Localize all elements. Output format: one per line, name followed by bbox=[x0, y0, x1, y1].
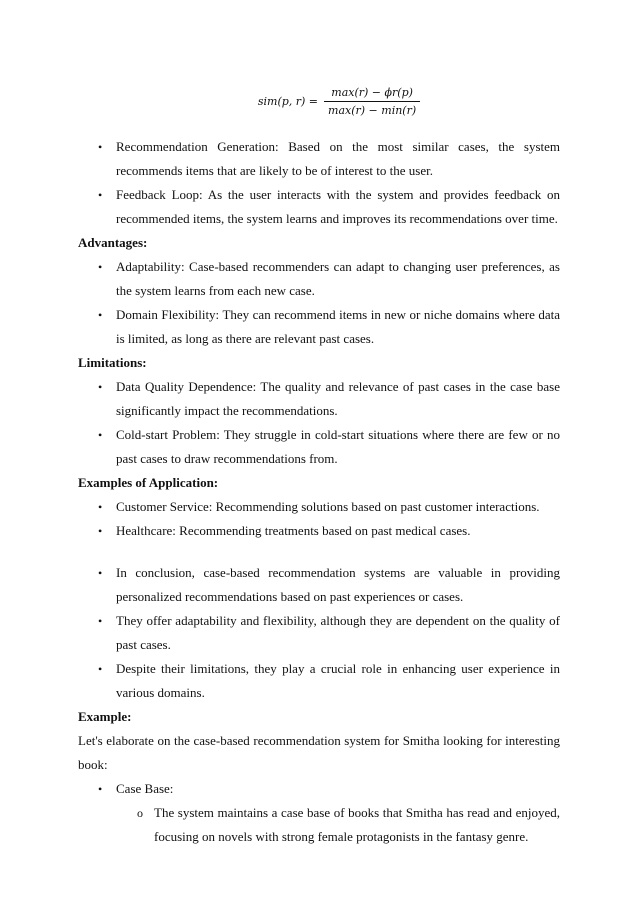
advantages-heading: Advantages: bbox=[78, 235, 148, 250]
sub-bullet-icon: o bbox=[137, 806, 143, 820]
bullet-icon: • bbox=[98, 188, 103, 202]
list-item: • Despite their limitations, they play a crucial role in enhancing user experience in various domains. bbox=[78, 657, 560, 705]
formula-denominator: max(r) − min(r) bbox=[324, 101, 420, 117]
list-item: • Domain Flexibility: They can recommend items in new or niche domains where data is limited, as long as there are relevant past cases. bbox=[78, 303, 560, 351]
example-intro: Let's elaborate on the case-based recommendation system for Smitha looking for interesting book: bbox=[78, 733, 560, 772]
list-item: • Adaptability: Case-based recommenders can adapt to changing user preferences, as the system learns from each new case. bbox=[78, 255, 560, 303]
list-item: • Healthcare: Recommending treatments based on past medical cases. bbox=[78, 519, 560, 543]
bullet-icon: • bbox=[98, 662, 103, 676]
bullet-icon: • bbox=[98, 140, 103, 154]
spacer bbox=[78, 543, 560, 561]
applications-heading: Examples of Application: bbox=[78, 475, 219, 490]
bullet-icon: • bbox=[98, 380, 103, 394]
bullet-icon: • bbox=[98, 500, 103, 514]
list-item: • In conclusion, case-based recommendation systems are valuable in providing personalized recommendations based on past experiences or cases. bbox=[78, 561, 560, 609]
list-item: • Data Quality Dependence: The quality and relevance of past cases in the case base significantly impact the recommendations. bbox=[78, 375, 560, 423]
list-item: • Customer Service: Recommending solutions based on past customer interactions. bbox=[78, 495, 560, 519]
list-item: • They offer adaptability and flexibility, although they are dependent on the quality of past cases. bbox=[78, 609, 560, 657]
sub-list-item: o The system maintains a case base of books that Smitha has read and enjoyed, focusing on novels with strong female protagonists in the fantasy genre. bbox=[78, 801, 560, 849]
formula-numerator: max(r) − ϕr(p) bbox=[331, 86, 413, 99]
bullet-icon: • bbox=[98, 308, 103, 322]
list-item: • Cold-start Problem: They struggle in cold-start situations where there are few or no past cases to draw recommendations from. bbox=[78, 423, 560, 471]
bullet-icon: • bbox=[98, 566, 103, 580]
bullet-icon: • bbox=[98, 524, 103, 538]
similarity-formula bbox=[0, 86, 638, 117]
list-item: • Feedback Loop: As the user interacts with the system and provides feedback on recommended items, the system learns and improves its recommendations over time. bbox=[78, 183, 560, 231]
bullet-icon: • bbox=[98, 428, 103, 442]
bullet-icon: • bbox=[98, 614, 103, 628]
bullet-icon: • bbox=[98, 782, 103, 796]
formula-fraction bbox=[324, 86, 420, 117]
limitations-heading: Limitations: bbox=[78, 355, 147, 370]
list-item: • Case Base: bbox=[78, 777, 560, 801]
bullet-icon: • bbox=[98, 260, 103, 274]
list-item: • Recommendation Generation: Based on the most similar cases, the system recommends items that are likely to be of interest to the user. bbox=[78, 135, 560, 183]
formula-lhs: sim(p, r) = bbox=[257, 95, 319, 108]
example-heading: Example: bbox=[78, 709, 132, 724]
document-body bbox=[78, 135, 560, 849]
